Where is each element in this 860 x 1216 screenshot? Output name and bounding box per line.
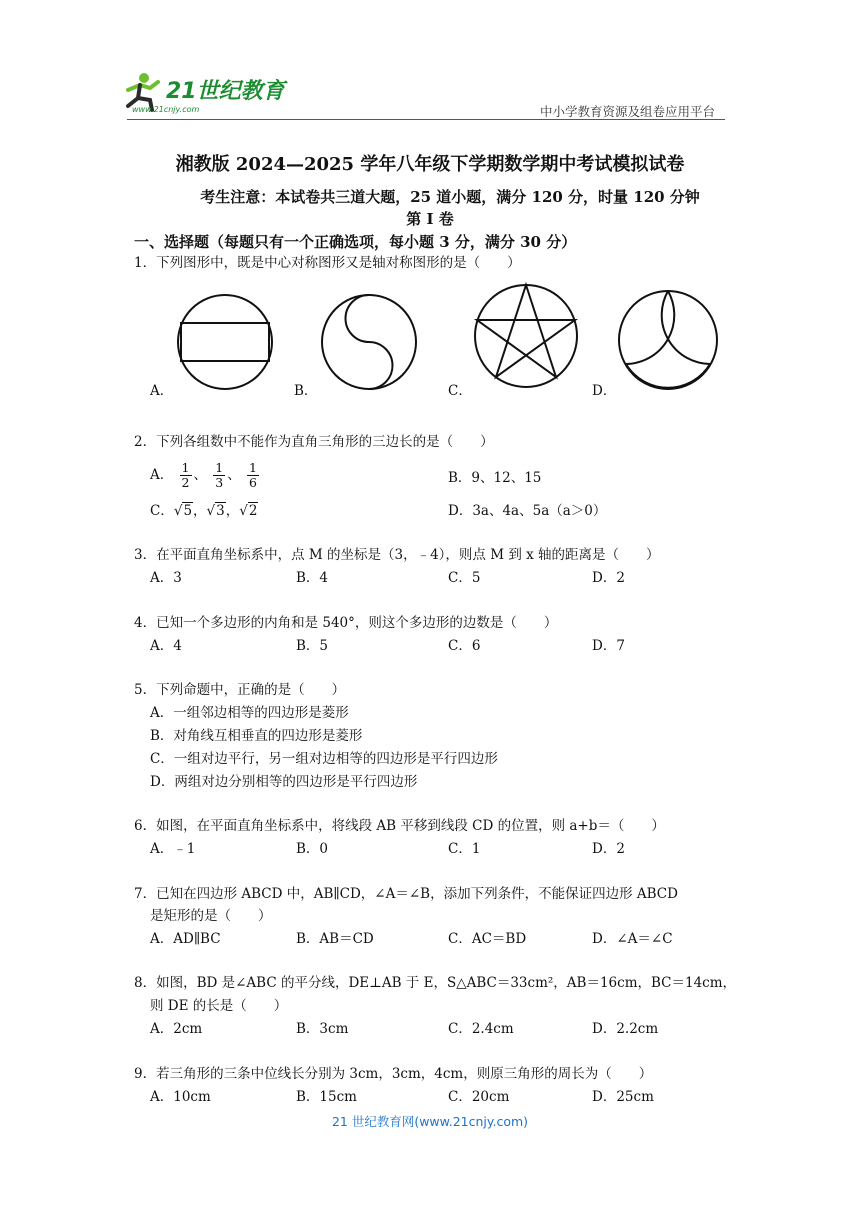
q8-stem-line-1: 8．如图，BD 是∠ABC 的平分线，DE⊥AB 于 E，S△ABC＝33cm²，AB＝16cm，BC＝14cm， bbox=[134, 975, 737, 991]
header-platform-text: 中小学教育资源及组卷应用平台 bbox=[540, 104, 716, 119]
q3-option-d[interactable]: D．2 bbox=[592, 570, 625, 586]
q4-option-d[interactable]: D．7 bbox=[592, 638, 625, 654]
q7-stem-line-1: 7．已知在四边形 ABCD 中，AB∥CD，∠A＝∠B，添加下列条件，不能保证四边形 ABCD bbox=[134, 886, 678, 902]
q2-option-c[interactable]: C．√5，√3，√2 bbox=[150, 503, 258, 519]
q2-option-b[interactable]: B．9、12、15 bbox=[448, 470, 542, 486]
q9-option-c[interactable]: C．20cm bbox=[448, 1089, 510, 1105]
q3-option-b[interactable]: B．4 bbox=[296, 570, 329, 586]
q1-figure-a bbox=[170, 292, 280, 392]
header-divider bbox=[127, 119, 725, 120]
q8-option-a[interactable]: A．2cm bbox=[150, 1021, 203, 1037]
q2-fraction-3: $\frac{1}{6}$ bbox=[249, 460, 257, 490]
q2-fraction-1: $\frac{1}{2}$ bbox=[181, 460, 190, 490]
q9-option-d[interactable]: D．25cm bbox=[592, 1089, 654, 1105]
volume-label: 第 I 卷 bbox=[406, 210, 454, 228]
q5-option-d[interactable]: D．两组对边分别相等的四边形是平行四边形 bbox=[150, 774, 418, 790]
q9-option-b[interactable]: B．15cm bbox=[296, 1089, 357, 1105]
q6-option-b[interactable]: B．0 bbox=[296, 841, 329, 857]
q1-option-a-label[interactable]: A． bbox=[150, 383, 174, 399]
q7-option-d[interactable]: D．∠A＝∠C bbox=[592, 931, 673, 947]
sqrt-3: √3 bbox=[206, 503, 225, 519]
q5-stem: 5．下列命题中，正确的是（ ） bbox=[134, 682, 346, 698]
q2-option-d[interactable]: D．3a、4a、5a（a＞0） bbox=[448, 503, 607, 519]
q1-option-b-label[interactable]: B． bbox=[294, 383, 318, 399]
logo-text: 21世纪教育 bbox=[166, 79, 285, 104]
q1-option-d-label[interactable]: D． bbox=[592, 383, 617, 399]
q1-stem: 1．下列图形中，既是中心对称图形又是轴对称图形的是（ ） bbox=[134, 255, 521, 271]
q2-option-a[interactable]: A． $\frac{1}{2}$ 、 $\frac{1}{3}$ 、 $\frac{1}{6}$ bbox=[150, 460, 257, 490]
q6-option-c[interactable]: C．1 bbox=[448, 841, 481, 857]
q9-stem: 9．若三角形的三条中位线长分别为 3cm，3cm，4cm，则原三角形的周长为（ ） bbox=[134, 1066, 653, 1082]
q3-option-c[interactable]: C．5 bbox=[448, 570, 481, 586]
q7-option-c[interactable]: C．AC＝BD bbox=[448, 931, 527, 947]
sqrt-2: √2 bbox=[239, 503, 258, 519]
exam-notice: 考生注意：本试卷共三道大题，25 道小题，满分 120 分，时量 120 分钟 bbox=[200, 188, 700, 206]
q2-stem: 2．下列各组数中不能作为直角三角形的三边长的是（ ） bbox=[134, 434, 494, 450]
q9-option-a[interactable]: A．10cm bbox=[150, 1089, 211, 1105]
footer-site-link[interactable]: 21 世纪教育网(www.21cnjy.com) bbox=[331, 1114, 529, 1129]
q6-stem: 6．如图，在平面直角坐标系中，将线段 AB 平移到线段 CD 的位置，则 a+b＝（ ） bbox=[134, 818, 665, 834]
q1-option-c-label[interactable]: C． bbox=[448, 383, 472, 399]
q5-option-a[interactable]: A．一组邻边相等的四边形是菱形 bbox=[150, 705, 349, 721]
q2-option-a-label: A． bbox=[150, 467, 174, 483]
q4-option-a[interactable]: A．4 bbox=[150, 638, 182, 654]
q4-option-b[interactable]: B．5 bbox=[296, 638, 329, 654]
q3-option-a[interactable]: A．3 bbox=[150, 570, 182, 586]
q3-stem: 3．在平面直角坐标系中，点 M 的坐标是（3，﹣4），则点 M 到 x 轴的距离是（ ） bbox=[134, 547, 660, 563]
q1-figure-d bbox=[614, 288, 722, 392]
q8-option-c[interactable]: C．2.4cm bbox=[448, 1021, 514, 1037]
q2-fraction-2: $\frac{1}{3}$ bbox=[215, 460, 224, 490]
q2-option-c-label: C． bbox=[150, 503, 174, 519]
q8-option-b[interactable]: B．3cm bbox=[296, 1021, 349, 1037]
q7-option-a[interactable]: A．AD∥BC bbox=[150, 931, 221, 947]
q1-figure-b bbox=[314, 292, 424, 392]
site-logo bbox=[122, 70, 292, 116]
q6-option-d[interactable]: D．2 bbox=[592, 841, 625, 857]
sqrt-5: √5 bbox=[173, 503, 193, 519]
section-heading: 一、选择题（每题只有一个正确选项，每小题 3 分，满分 30 分） bbox=[134, 233, 577, 251]
q5-option-c[interactable]: C．一组对边平行，另一组对边相等的四边形是平行四边形 bbox=[150, 751, 498, 767]
q7-stem-line-2: 是矩形的是（ ） bbox=[150, 908, 272, 924]
q8-stem-line-2: 则 DE 的长是（ ） bbox=[150, 998, 288, 1014]
q4-option-c[interactable]: C．6 bbox=[448, 638, 481, 654]
logo-url: www.21cnjy.com bbox=[132, 105, 200, 114]
q8-option-d[interactable]: D．2.2cm bbox=[592, 1021, 659, 1037]
q5-option-b[interactable]: B．对角线互相垂直的四边形是菱形 bbox=[150, 728, 363, 744]
q6-option-a[interactable]: A．﹣1 bbox=[150, 841, 196, 857]
exam-title: 湘教版 2024—2025 学年八年级下学期数学期中考试模拟试卷 bbox=[175, 154, 685, 175]
q4-stem: 4．已知一个多边形的内角和是 540°，则这个多边形的边数是（ ） bbox=[134, 615, 558, 631]
q1-figure-c bbox=[470, 282, 582, 390]
q7-option-b[interactable]: B．AB＝CD bbox=[296, 931, 374, 947]
